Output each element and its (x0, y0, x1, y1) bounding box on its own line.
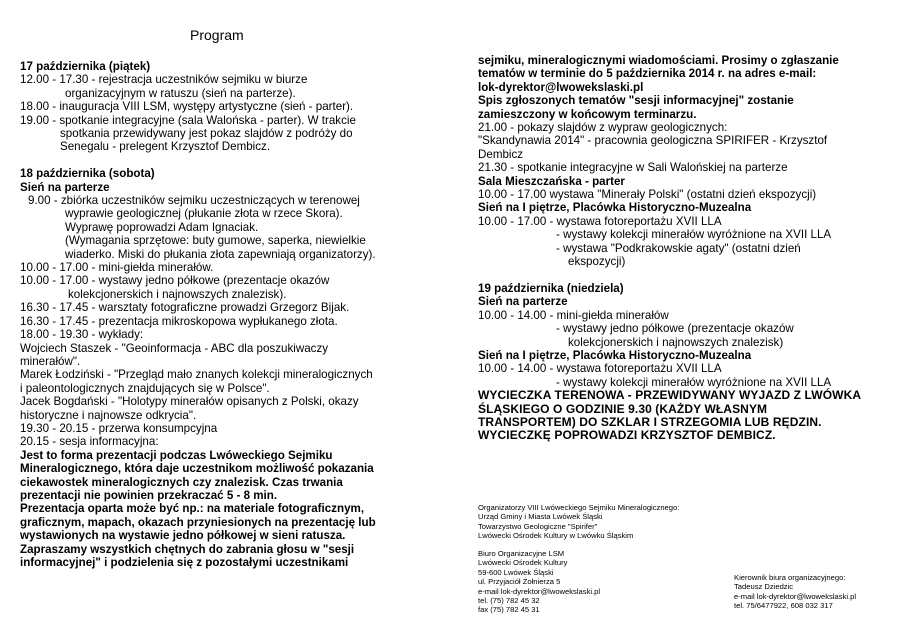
program-line: Dembicz (478, 147, 524, 161)
program-line: 17 października (piątek) (20, 60, 151, 73)
organizers-line: Organizatorzy VIII Lwóweckiego Sejmiku Mineralogicznego: (478, 503, 680, 512)
program-line: 9.00 - zbiórka uczestników sejmiku uczestniczących w terenowej (28, 194, 360, 208)
office-head-line: Tadeusz Dziedzic (734, 582, 794, 592)
program-line: Wyprawę poprowadzi Adam Ignaciak. (65, 220, 259, 234)
program-title: Program (190, 27, 244, 43)
organizers-line: Towarzystwo Geologiczne "Spirifer" (478, 521, 598, 531)
office-line: 59-600 Lwówek Śląski (478, 567, 554, 577)
program-line: 16.30 - 17.45 - prezentacja mikroskopowa wypłukanego złota. (20, 314, 338, 328)
program-line (20, 154, 465, 167)
program-line: wyprawie geologicznej (płukanie złota w rzece Skora). (65, 207, 343, 221)
organizers-line: Lwówecki Ośrodek Kultury w Lwówku Śląskim (478, 531, 634, 541)
program-line: 21.30 - spotkanie integracyjne w Sali Walońskiej na parterze (478, 161, 788, 175)
program-line: Marek Łodziński - "Przegląd mało znanych kolekcji mineralogicznych (20, 368, 373, 382)
program-line: 10.00 - 17.00 - wystawy jedno półkowe (prezentacje okazów (20, 274, 330, 288)
program-line: (Wymagania sprzętowe: buty gumowe, saperka, niewielkie (65, 234, 366, 248)
program-line: Sień na parterze (20, 180, 110, 194)
office-head-line: Kierownik biura organizacyjnego: (734, 573, 846, 582)
program-line: Sień na parterze (478, 295, 568, 309)
office-line: e-mail lok-dyrektor@lwowekslaski.pl (478, 586, 601, 596)
program-line: informacyjnej" i podzielenia się z pozostałymi uczestnikami (20, 556, 349, 570)
program-line: Jest to forma prezentacji podczas Lwóweckiego Sejmiku (20, 448, 333, 462)
program-line: Sień na I piętrze, Placówka Historyczno-Muzealna (478, 348, 752, 362)
program-line: wystawionych na wystawie jedno półkowej w sieni ratusza. (20, 529, 346, 543)
program-line: - wystawy jedno półkowe (prezentacje okazów (556, 322, 794, 336)
program-line: prezentacji nie powinien przekraczać 5 - 8 min. (20, 488, 278, 502)
program-line: 18.00 - inauguracja VIII LSM, występy artystyczne (sień - parter). (20, 100, 354, 114)
program-line: Sień na I piętrze, Placówka Historyczno-Muzealna (478, 201, 752, 215)
program-line: historyczne i najnowsze odkrycia". (20, 408, 197, 422)
program-line: 10.00 - 17.00 - wystawa fotoreportażu XVII LLA (478, 214, 722, 228)
office-line: ul. Przyjaciół Żołnierza 5 (478, 577, 561, 587)
program-line: Wojciech Staszek - "Geoinformacja - ABC dla poszukiwaczy (20, 341, 329, 355)
program-line: ciekawostek mineralogicznych czy znalezisk. Czas trwania (20, 475, 343, 489)
program-line: 19.00 - spotkanie integracyjne (sala Walońska - parter). W trakcie (20, 113, 356, 127)
organizers-block (478, 503, 679, 541)
program-line: - wystawy kolekcji minerałów wyróżnione na XVII LLA (556, 375, 832, 389)
program-line: graficznym, mapach, okazach przyniesionych na prezentację lub (20, 515, 376, 529)
program-line: Senegalu - prelegent Krzysztof Dembicz. (60, 140, 271, 154)
program-line: WYCIECZKA TERENOWA - PRZEWIDYWANY WYJAZD Z LWÓWKA (478, 388, 862, 403)
right-column (478, 54, 898, 443)
office-line: fax (75) 782 45 31 (478, 605, 540, 615)
program-line: lok-dyrektor@lwowekslaski.pl (478, 80, 644, 94)
program-line (478, 269, 898, 282)
program-line: 18 października (sobota) (20, 167, 155, 181)
program-line: zamieszczony w końcowym terminarzu. (478, 107, 697, 121)
program-line: i paleontologicznych znajdujących się w Polsce". (20, 381, 270, 395)
program-line: spotkania przewidywany jest pokaz slajdów z podróży do (60, 127, 353, 141)
program-line: 10.00 - 17.00 wystawa "Minerały Polski" (ostatni dzień ekspozycji) (478, 188, 817, 202)
office-line: tel. (75) 782 45 32 (478, 596, 540, 606)
office-line: Lwówecki Ośrodek Kultury (478, 558, 568, 568)
office-head-line: tel. 75/6477922, 608 032 317 (734, 601, 833, 611)
program-line: Prezentacja oparta może być np.: na materiale fotograficznym, (20, 502, 365, 516)
program-line: wiaderko. Miski do płukania złota zapewniają organizatorzy). (65, 247, 376, 261)
program-line: WYCIECZKĘ POPROWADZI KRZYSZTOF DEMBICZ. (478, 428, 776, 443)
program-line: 20.15 - sesja informacyjna: (20, 435, 159, 449)
program-line: 19 października (niedziela) (478, 281, 624, 295)
program-line: 12.00 - 17.30 - rejestracja uczestników sejmiku w biurze (20, 73, 308, 87)
program-line: Jacek Bogdański - "Holotypy minerałów opisanych z Polski, okazy (20, 395, 359, 409)
program-line: 16.30 - 17.45 - warsztaty fotograficzne prowadzi Grzegorz Bijak. (20, 301, 350, 315)
program-line: Zapraszamy wszystkich chętnych do zabrania głosu w "sesji (20, 542, 355, 556)
program-line: - wystawy kolekcji minerałów wyróżnione na XVII LLA (556, 228, 832, 242)
program-line: "Skandynawia 2014" - pracownia geologiczna SPIRIFER - Krzysztof (478, 134, 828, 148)
organizers-line: Urząd Gminy i Miasta Lwówek Śląski (478, 512, 603, 522)
office-head-block (734, 573, 856, 611)
program-line: 19.30 - 20.15 - przerwa konsumpcyjna (20, 421, 218, 435)
program-line: Spis zgłoszonych tematów "sesji informacyjnej" zostanie (478, 94, 794, 108)
program-line: sejmiku, mineralogicznymi wiadomościami. Prosimy o zgłaszanie (478, 54, 839, 67)
program-line: 21.00 - pokazy slajdów z wypraw geologicznych: (478, 121, 728, 135)
program-line: 10.00 - 14.00 - mini-giełda minerałów (478, 308, 669, 322)
program-line: kolekcjonerskich i najnowszych znalezisk). (68, 287, 287, 301)
left-column (20, 60, 465, 569)
program-line: minerałów". (20, 354, 81, 368)
program-line: organizacyjnym w ratuszu (sień na parterze). (65, 86, 296, 100)
program-line: - wystawa "Podkrakowskie agaty" (ostatni dzień (556, 241, 801, 255)
program-line: ekspozycji) (568, 255, 626, 269)
program-line: TRANSPORTEM) DO SZKLAR I STRZEGOMIA LUB RĘDZIN. (478, 414, 822, 429)
program-line: tematów w terminie do 5 października 2014 r. na adres e-mail: (478, 67, 817, 81)
program-line: kolekcjonerskich i najnowszych znalezisk) (568, 335, 784, 349)
program-line: 10.00 - 14.00 - wystawa fotoreportażu XVII LLA (478, 362, 722, 376)
program-line: Sala Mieszczańska - parter (478, 174, 625, 188)
program-line: 10.00 - 17.00 - mini-giełda minerałów. (20, 261, 214, 275)
office-line: Biuro Organizacyjne LSM (478, 549, 565, 558)
program-line: ŚLĄSKIEGO O GODZINIE 9.30 (KAŻDY WŁASNYM (478, 401, 768, 416)
program-line: Mineralogicznego, która daje uczestnikom możliwość pokazania (20, 462, 374, 476)
program-line: 18.00 - 19.30 - wykłady: (20, 328, 144, 342)
office-head-line: e-mail lok-dyrektor@lwowekslaski.pl (734, 591, 857, 601)
office-block (478, 549, 600, 615)
